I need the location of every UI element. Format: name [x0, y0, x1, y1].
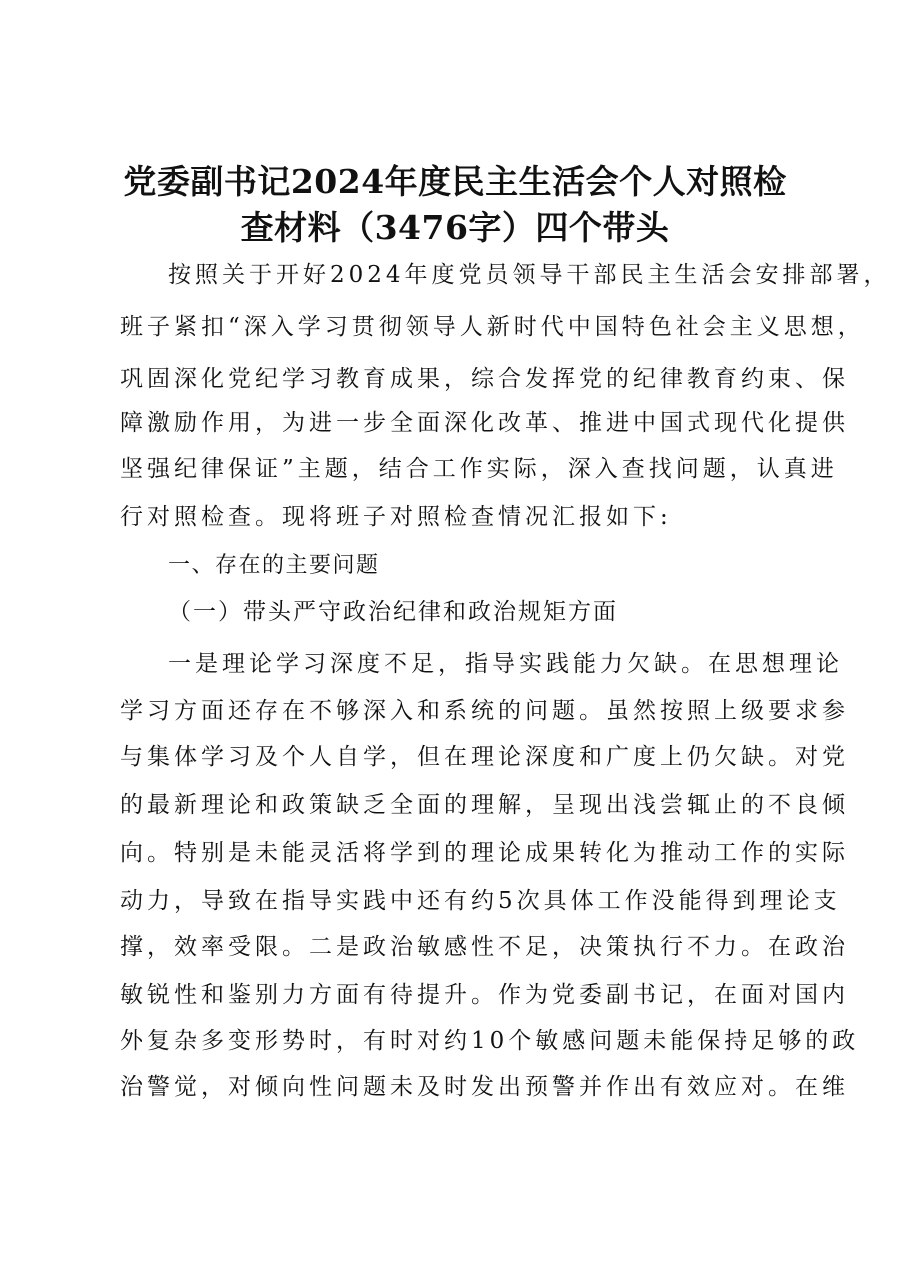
body-line: 敏锐性和鉴别力方面有待提升。作为党委副书记，在面对国内 [120, 982, 849, 1008]
document-title-line-2: 查材料（3476字）四个带头 [240, 208, 670, 247]
body-line: 的最新理论和政策缺乏全面的理解，呈现出浅尝辄止的不良倾 [120, 792, 849, 818]
document-title-line-1: 党委副书记2024年度民主生活会个人对照检 [123, 162, 787, 201]
intro-line: 巩固深化党纪学习教育成果，综合发挥党的纪律教育约束、保 [120, 366, 849, 392]
intro-line: 按照关于开好2024年度党员领导干部民主生活会安排部署， [168, 262, 891, 288]
intro-line: 障激励作用，为进一步全面深化改革、推进中国式现代化提供 [120, 410, 849, 436]
body-line: 学习方面还存在不够深入和系统的问题。虽然按照上级要求参 [120, 698, 849, 724]
intro-line: 坚强纪律保证”主题，结合工作实际，深入查找问题，认真进 [120, 456, 838, 482]
body-line: 治警觉，对倾向性问题未及时发出预警并作出有效应对。在维 [120, 1074, 849, 1100]
body-line: 一是理论学习深度不足，指导实践能力欠缺。在思想理论 [168, 651, 843, 677]
body-line: 与集体学习及个人自学，但在理论深度和广度上仍欠缺。对党 [120, 744, 849, 770]
section-heading: 一、存在的主要问题 [168, 553, 380, 578]
body-line: 撑，效率受限。二是政治敏感性不足，决策执行不力。在政治 [120, 934, 849, 960]
intro-line: 班子紧扣“深入学习贯彻领导人新时代中国特色社会主义思想， [120, 314, 865, 340]
subsection-heading: （一）带头严守政治纪律和政治规矩方面 [168, 599, 618, 625]
body-line: 动力，导致在指导实践中还有约5次具体工作没能得到理论支 [120, 888, 841, 914]
intro-line: 行对照检查。现将班子对照检查情况汇报如下: [120, 504, 672, 530]
body-line: 外复杂多变形势时，有时对约10个敏感问题未能保持足够的政 [120, 1028, 860, 1054]
body-line: 向。特别是未能灵活将学到的理论成果转化为推动工作的实际 [120, 840, 849, 866]
